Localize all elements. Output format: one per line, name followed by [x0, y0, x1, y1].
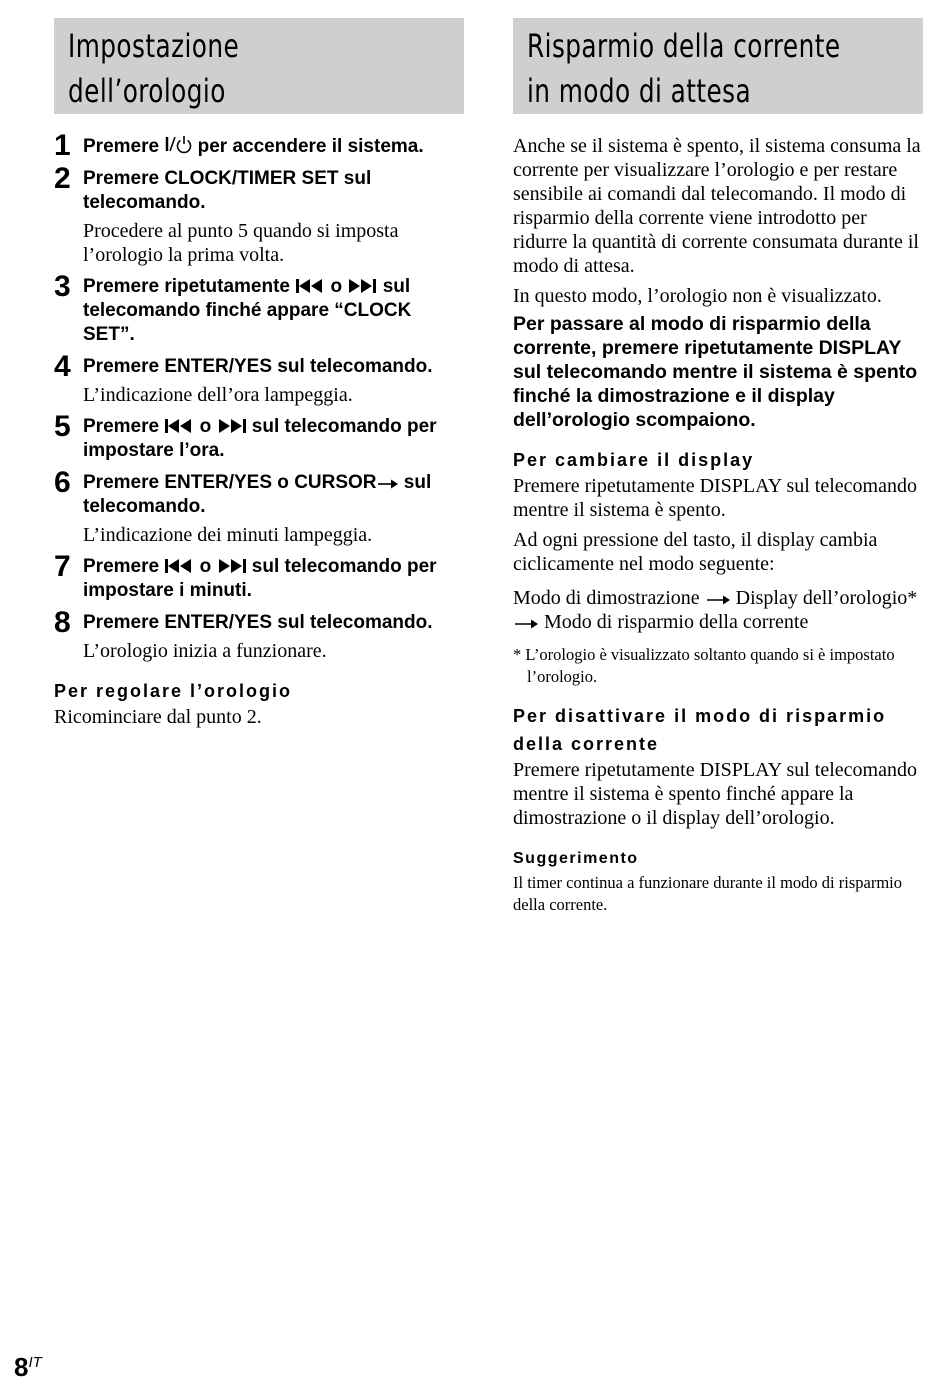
adjust-clock-subheading: Per regolare l’orologio [54, 681, 293, 701]
step-list [54, 129, 464, 663]
step-8 [54, 606, 464, 663]
step-title: Premere ripetutamente o sul telecomando finché appare “CLOCK SET”. [83, 276, 412, 345]
power-saving-heading [513, 18, 923, 114]
step-4 [54, 350, 464, 407]
change-display-text: Premere ripetutamente DISPLAY sul telecomando mentre il sistema è spento. [513, 475, 917, 521]
right-arrow-icon [513, 618, 539, 630]
step-number: 3 [54, 270, 71, 303]
clock-setting-heading [54, 18, 464, 114]
step-number: 2 [54, 162, 71, 195]
disable-power-saving-subheading: Per disattivare il modo di risparmio della corrente [513, 706, 887, 754]
step-number: 8 [54, 606, 71, 639]
step-title: Premere CLOCK/TIMER SET sul telecomando. [83, 168, 372, 213]
right-arrow-icon [377, 478, 399, 490]
disable-power-saving-text: Premere ripetutamente DISPLAY sul telecomando mentre il sistema è spento finché appare la dimostrazione o il display dell’orologio. [513, 759, 917, 829]
page-number: $8^{IT}$ [14, 1352, 42, 1382]
step-title: Premere o sul telecomando per impostare l’ora. [83, 416, 437, 461]
enter-power-saving-instruction: Per passare al modo di risparmio della corrente, premere ripetutamente DISPLAY sul telecomando mentre il sistema è spento finché la dimostrazione e il display dell’orologio scompaiono. [513, 313, 918, 431]
step-body: Procedere al punto 5 quando si imposta l’orologio la prima volta. [83, 220, 399, 266]
step-title: Premere ENTER/YES sul telecomando. [83, 612, 433, 633]
step-body: L’indicazione dell’ora lampeggia. [83, 384, 353, 406]
power-button-icon [164, 134, 192, 154]
heading-line-1: Risparmio della corrente [527, 27, 841, 65]
step-number: 1 [54, 129, 71, 162]
step-number: 4 [54, 350, 71, 383]
tip-text: Il timer continua a funzionare durante il modo di risparmio della corrente. [513, 873, 903, 914]
step-number: 7 [54, 550, 71, 583]
left-column [54, 18, 464, 729]
step-body: L’indicazione dei minuti lampeggia. [83, 524, 373, 546]
language-code: IT [28, 1354, 42, 1371]
tip-heading: Suggerimento [513, 850, 639, 867]
intro-paragraph: Anche se il sistema è spento, il sistema consuma la corrente per visualizzare l’orologio e per restare sensibile ai comandi dal telecomando. Il modo di risparmio della corrente viene introdotto per ridurre la quantità di corrente consumata durante il modo di attesa. [513, 135, 921, 277]
step-title: Premere ENTER/YES o CURSOR sul telecomando. [83, 472, 432, 517]
step-2 [54, 162, 464, 267]
change-display-subheading: Per cambiare il display [513, 450, 755, 470]
heading-line-1: Impostazione [68, 27, 240, 65]
step-7 [54, 550, 464, 603]
step-number: 5 [54, 410, 71, 443]
step-title: Premere per accendere il sistema. [83, 136, 424, 157]
step-title: Premere ENTER/YES sul telecomando. [83, 356, 433, 377]
previous-track-icon [295, 278, 325, 294]
previous-track-icon [164, 558, 194, 574]
heading-line-2: in modo di attesa [527, 72, 752, 110]
right-column [513, 18, 923, 916]
next-track-icon [217, 558, 247, 574]
step-body: L’orologio inizia a funzionare. [83, 640, 327, 662]
step-title: Premere o sul telecomando per impostare i minuti. [83, 556, 437, 601]
step-3 [54, 270, 464, 347]
next-track-icon [217, 418, 247, 434]
step-number: 6 [54, 466, 71, 499]
right-arrow-icon [705, 594, 731, 606]
next-track-icon [347, 278, 377, 294]
adjust-clock-text: Ricominciare dal punto 2. [54, 706, 262, 728]
clock-not-displayed-text: In questo modo, l’orologio non è visualizzato. [513, 285, 882, 307]
step-1 [54, 129, 464, 162]
display-cycle-sequence: Modo di dimostrazione Display dell’orologio* Modo di risparmio della corrente [513, 587, 918, 633]
heading-line-2: dell’orologio [68, 72, 226, 110]
previous-track-icon [164, 418, 194, 434]
cycle-intro-text: Ad ogni pressione del tasto, il display cambia ciclicamente nel modo seguente: [513, 529, 878, 575]
footnote: * L’orologio è visualizzato soltanto quando si è impostato l’orologio. [513, 645, 895, 686]
step-6 [54, 466, 464, 547]
step-5 [54, 410, 464, 463]
